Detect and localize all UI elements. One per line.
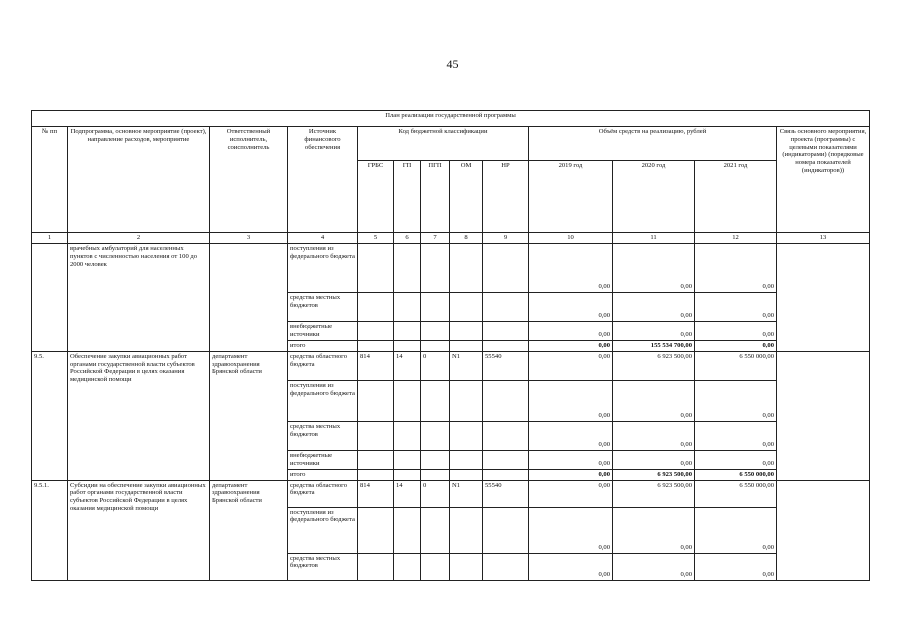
cell-value: 0,00 <box>529 507 613 553</box>
cell-source: поступления из федерального бюджета <box>288 507 358 553</box>
cell-gp: 14 <box>394 351 421 380</box>
cell-value: 0,00 <box>695 322 777 341</box>
cell-source: средства областного бюджета <box>288 351 358 380</box>
cell-value: 6 923 500,00 <box>613 351 695 380</box>
col-num: 10 <box>529 233 613 244</box>
cell-value: 0,00 <box>613 244 695 293</box>
cell-link <box>777 480 870 580</box>
cell-value: 0,00 <box>613 293 695 322</box>
cell-source: внебюджетные источники <box>288 322 358 341</box>
col-num: 13 <box>777 233 870 244</box>
header-executor: Ответственный исполнитель, соисполнитель <box>210 127 288 233</box>
cell-value: 0,00 <box>529 322 613 341</box>
header-nr: НР <box>483 161 529 233</box>
col-num: 8 <box>450 233 483 244</box>
cell-num: 9.5.1. <box>32 480 68 580</box>
cell-desc: Обеспечение закупки авиационных работ органами государственной власти субъектов Российской Федерации в целях оказания медицинской помощи <box>68 351 210 480</box>
table-row <box>32 351 870 380</box>
cell-value: 0,00 <box>613 553 695 580</box>
table-title: План реализации государственной программы <box>32 111 870 127</box>
cell-executor <box>210 244 288 352</box>
cell-om: N1 <box>450 351 483 380</box>
cell-source: внебюджетные источники <box>288 450 358 469</box>
cell-source: средства областного бюджета <box>288 480 358 507</box>
cell-value: 0,00 <box>529 450 613 469</box>
cell-value: 0,00 <box>529 351 613 380</box>
title-row <box>32 111 870 127</box>
cell-pgp: 0 <box>421 480 450 507</box>
cell-gp: 14 <box>394 480 421 507</box>
cell-value: 0,00 <box>529 421 613 450</box>
cell-value: 155 534 700,00 <box>613 341 695 352</box>
column-number-row <box>32 233 870 244</box>
cell-value: 0,00 <box>695 380 777 421</box>
cell-link <box>777 244 870 352</box>
cell-value: 0,00 <box>529 244 613 293</box>
cell-value: 0,00 <box>695 450 777 469</box>
cell-nr: 55540 <box>483 351 529 380</box>
header-om: ОМ <box>450 161 483 233</box>
cell-value: 0,00 <box>613 421 695 450</box>
cell-source: средства местных бюджетов <box>288 293 358 322</box>
header-2020: 2020 год <box>613 161 695 233</box>
col-num: 4 <box>288 233 358 244</box>
header-budget-code: Код бюджетной классификации <box>358 127 529 161</box>
cell-value: 0,00 <box>529 553 613 580</box>
cell-grbs: 814 <box>358 480 394 507</box>
header-num: № пп <box>32 127 68 233</box>
cell-value: 0,00 <box>529 293 613 322</box>
cell-value: 0,00 <box>695 553 777 580</box>
page-number: 45 <box>446 57 459 71</box>
cell-source: поступления из федерального бюджета <box>288 380 358 421</box>
header-subprogram: Подпрограмма, основное мероприятие (проект), направление расходов, мероприятие <box>68 127 210 233</box>
header-grbs: ГРБС <box>358 161 394 233</box>
cell-num <box>32 244 68 352</box>
cell-pgp: 0 <box>421 351 450 380</box>
header-2021: 2021 год <box>695 161 777 233</box>
cell-desc: врачебных амбулаторий для населенных пунктов с численностью населения от 100 до 2000 человек <box>68 244 210 352</box>
cell-grbs: 814 <box>358 351 394 380</box>
cell-desc: Субсидии на обеспечение закупки авиационных работ органами государственной власти субъектов Российской Федерации в целях оказания медицинской помощи <box>68 480 210 580</box>
cell-value: 0,00 <box>695 293 777 322</box>
cell-nr: 55540 <box>483 480 529 507</box>
header-link: Связь основного мероприятия, проекта (программы) с целевыми показателями (индикаторами) (порядковые номера показателей (индикаторов)) <box>777 127 870 233</box>
cell-value: 0,00 <box>529 469 613 480</box>
col-num: 6 <box>394 233 421 244</box>
header-row-1 <box>32 127 870 161</box>
table-row <box>32 480 870 507</box>
cell-value: 0,00 <box>529 341 613 352</box>
cell-executor: департамент здравоохранения Брянской области <box>210 480 288 580</box>
col-num: 5 <box>358 233 394 244</box>
cell-om: N1 <box>450 480 483 507</box>
table-row <box>32 244 870 293</box>
col-num: 2 <box>68 233 210 244</box>
cell-source: средства местных бюджетов <box>288 421 358 450</box>
cell-value: 6 550 000,00 <box>695 480 777 507</box>
cell-num: 9.5. <box>32 351 68 480</box>
cell-value: 6 923 500,00 <box>613 469 695 480</box>
col-num: 7 <box>421 233 450 244</box>
cell-value: 0,00 <box>695 244 777 293</box>
cell-value: 0,00 <box>695 507 777 553</box>
cell-source: итого <box>288 469 358 480</box>
header-pgp: ПГП <box>421 161 450 233</box>
cell-value: 0,00 <box>613 322 695 341</box>
cell-value: 0,00 <box>695 421 777 450</box>
cell-value: 0,00 <box>695 341 777 352</box>
cell-source: поступления из федерального бюджета <box>288 244 358 293</box>
header-volume: Объём средств на реализацию, рублей <box>529 127 777 161</box>
col-num: 9 <box>483 233 529 244</box>
cell-value: 6 550 000,00 <box>695 469 777 480</box>
col-num: 12 <box>695 233 777 244</box>
cell-link <box>777 351 870 480</box>
col-num: 1 <box>32 233 68 244</box>
cell-value: 0,00 <box>529 380 613 421</box>
cell-source: средства местных бюджетов <box>288 553 358 580</box>
cell-value: 0,00 <box>613 507 695 553</box>
plan-table <box>31 110 870 581</box>
cell-value: 0,00 <box>613 380 695 421</box>
cell-source: итого <box>288 341 358 352</box>
header-2019: 2019 год <box>529 161 613 233</box>
cell-value: 6 550 000,00 <box>695 351 777 380</box>
cell-value: 0,00 <box>529 480 613 507</box>
cell-executor: департамент здравоохранения Брянской области <box>210 351 288 480</box>
col-num: 11 <box>613 233 695 244</box>
cell-value: 0,00 <box>613 450 695 469</box>
header-source: Источник финансового обеспечения <box>288 127 358 233</box>
header-gp: ГП <box>394 161 421 233</box>
col-num: 3 <box>210 233 288 244</box>
cell-value: 6 923 500,00 <box>613 480 695 507</box>
